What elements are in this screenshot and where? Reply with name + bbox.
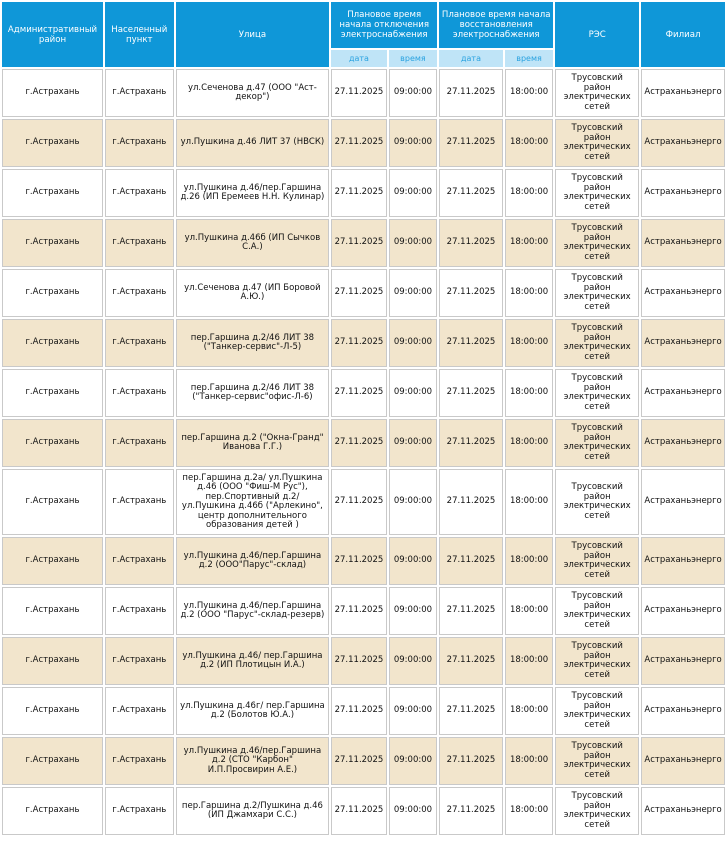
cell-locality: г.Астрахань — [105, 119, 174, 167]
subheader-off-time: время — [389, 50, 437, 67]
cell-locality: г.Астрахань — [105, 169, 174, 217]
table-row — [2, 219, 725, 267]
cell-on-date: 27.11.2025 — [439, 319, 503, 367]
cell-off-date: 27.11.2025 — [331, 219, 387, 267]
header-planned-off: Плановое время начала отключения электроснабжения — [331, 2, 437, 48]
cell-branch: Астраханьэнерго — [641, 119, 725, 167]
cell-on-time: 18:00:00 — [505, 469, 553, 535]
cell-district: г.Астрахань — [2, 787, 103, 835]
cell-off-date: 27.11.2025 — [331, 119, 387, 167]
cell-district: г.Астрахань — [2, 637, 103, 685]
cell-locality: г.Астрахань — [105, 637, 174, 685]
cell-street: ул.Пушкина д.46/пер.Гаршина д.2 (СТО "Карбон" И.П.Просвирин А.Е.) — [176, 737, 330, 785]
table-row — [2, 269, 725, 317]
cell-on-time: 18:00:00 — [505, 319, 553, 367]
cell-street: пер.Гаршина д.2/46 ЛИТ 38 ("Танкер-сервис"-Л-5) — [176, 319, 330, 367]
cell-off-date: 27.11.2025 — [331, 319, 387, 367]
cell-district: г.Астрахань — [2, 69, 103, 117]
cell-res: Трусовский район электрических сетей — [555, 169, 639, 217]
cell-on-date: 27.11.2025 — [439, 787, 503, 835]
header-branch: Филиал — [641, 2, 725, 67]
cell-off-time: 09:00:00 — [389, 469, 437, 535]
cell-street: ул.Пушкина д.46 ЛИТ 37 (НВСК) — [176, 119, 330, 167]
cell-district: г.Астрахань — [2, 369, 103, 417]
subheader-on-time: время — [505, 50, 553, 67]
cell-branch: Астраханьэнерго — [641, 219, 725, 267]
cell-on-time: 18:00:00 — [505, 219, 553, 267]
cell-branch: Астраханьэнерго — [641, 587, 725, 635]
cell-off-time: 09:00:00 — [389, 637, 437, 685]
cell-street: ул.Пушкина д.46/пер.Гаршина д.26 (ИП Еремеев Н.Н. Кулинар) — [176, 169, 330, 217]
cell-district: г.Астрахань — [2, 269, 103, 317]
cell-res: Трусовский район электрических сетей — [555, 787, 639, 835]
table-row — [2, 69, 725, 117]
cell-on-date: 27.11.2025 — [439, 269, 503, 317]
cell-off-time: 09:00:00 — [389, 69, 437, 117]
cell-branch: Астраханьэнерго — [641, 787, 725, 835]
cell-locality: г.Астрахань — [105, 219, 174, 267]
cell-off-date: 27.11.2025 — [331, 737, 387, 785]
cell-on-date: 27.11.2025 — [439, 369, 503, 417]
header-district: Административный район — [2, 2, 103, 67]
cell-district: г.Астрахань — [2, 469, 103, 535]
cell-off-time: 09:00:00 — [389, 169, 437, 217]
cell-res: Трусовский район электрических сетей — [555, 687, 639, 735]
cell-locality: г.Астрахань — [105, 319, 174, 367]
subheader-on-date: дата — [439, 50, 503, 67]
table-row — [2, 537, 725, 585]
cell-res: Трусовский район электрических сетей — [555, 537, 639, 585]
cell-res: Трусовский район электрических сетей — [555, 737, 639, 785]
table-row — [2, 737, 725, 785]
cell-on-time: 18:00:00 — [505, 69, 553, 117]
cell-on-date: 27.11.2025 — [439, 69, 503, 117]
table-row — [2, 369, 725, 417]
cell-off-date: 27.11.2025 — [331, 269, 387, 317]
cell-street: пер.Гаршина д.2а/ ул.Пушкина д.46 (ООО "Фиш-М Рус"), пер.Спортивный д.2/ ул.Пушкина д.46б ("Арлекино", центр дополнительного образования детей ) — [176, 469, 330, 535]
header-locality: Населенный пункт — [105, 2, 174, 67]
cell-street: ул.Пушкина д.46/ пер.Гаршина д.2 (ИП Плотицын И.А.) — [176, 637, 330, 685]
table-row — [2, 787, 725, 835]
cell-district: г.Астрахань — [2, 537, 103, 585]
cell-on-date: 27.11.2025 — [439, 737, 503, 785]
cell-on-time: 18:00:00 — [505, 537, 553, 585]
cell-branch: Астраханьэнерго — [641, 169, 725, 217]
cell-off-time: 09:00:00 — [389, 219, 437, 267]
table-row — [2, 469, 725, 535]
cell-on-time: 18:00:00 — [505, 587, 553, 635]
cell-res: Трусовский район электрических сетей — [555, 419, 639, 467]
header-res: РЭС — [555, 2, 639, 67]
cell-off-time: 09:00:00 — [389, 269, 437, 317]
header-street: Улица — [176, 2, 330, 67]
cell-branch: Астраханьэнерго — [641, 369, 725, 417]
cell-branch: Астраханьэнерго — [641, 469, 725, 535]
cell-off-time: 09:00:00 — [389, 369, 437, 417]
cell-on-time: 18:00:00 — [505, 169, 553, 217]
cell-on-date: 27.11.2025 — [439, 419, 503, 467]
cell-branch: Астраханьэнерго — [641, 537, 725, 585]
cell-off-date: 27.11.2025 — [331, 69, 387, 117]
cell-off-time: 09:00:00 — [389, 319, 437, 367]
cell-off-date: 27.11.2025 — [331, 637, 387, 685]
cell-off-time: 09:00:00 — [389, 787, 437, 835]
cell-district: г.Астрахань — [2, 737, 103, 785]
cell-on-time: 18:00:00 — [505, 637, 553, 685]
cell-res: Трусовский район электрических сетей — [555, 469, 639, 535]
cell-street: ул.Сеченова д.47 (ИП Боровой А.Ю.) — [176, 269, 330, 317]
header-row — [2, 2, 725, 48]
cell-branch: Астраханьэнерго — [641, 737, 725, 785]
cell-off-time: 09:00:00 — [389, 419, 437, 467]
cell-res: Трусовский район электрических сетей — [555, 269, 639, 317]
cell-street: пер.Гаршина д.2 ("Окна-Гранд" Иванова Г.Г.) — [176, 419, 330, 467]
table-row — [2, 687, 725, 735]
cell-street: ул.Пушкина д.46/пер.Гаршина д.2 (ООО"Парус"-склад) — [176, 537, 330, 585]
cell-locality: г.Астрахань — [105, 687, 174, 735]
cell-off-date: 27.11.2025 — [331, 169, 387, 217]
cell-on-date: 27.11.2025 — [439, 687, 503, 735]
header-planned-on: Плановое время начала восстановления электроснабжения — [439, 2, 553, 48]
cell-off-time: 09:00:00 — [389, 737, 437, 785]
cell-branch: Астраханьэнерго — [641, 319, 725, 367]
cell-district: г.Астрахань — [2, 319, 103, 367]
cell-on-time: 18:00:00 — [505, 737, 553, 785]
cell-res: Трусовский район электрических сетей — [555, 119, 639, 167]
subheader-off-date: дата — [331, 50, 387, 67]
cell-off-date: 27.11.2025 — [331, 469, 387, 535]
cell-district: г.Астрахань — [2, 419, 103, 467]
cell-res: Трусовский район электрических сетей — [555, 369, 639, 417]
cell-on-time: 18:00:00 — [505, 687, 553, 735]
cell-off-date: 27.11.2025 — [331, 787, 387, 835]
cell-on-date: 27.11.2025 — [439, 637, 503, 685]
cell-locality: г.Астрахань — [105, 419, 174, 467]
table-row — [2, 119, 725, 167]
cell-branch: Астраханьэнерго — [641, 269, 725, 317]
cell-district: г.Астрахань — [2, 219, 103, 267]
cell-on-date: 27.11.2025 — [439, 169, 503, 217]
cell-locality: г.Астрахань — [105, 269, 174, 317]
cell-on-time: 18:00:00 — [505, 269, 553, 317]
cell-locality: г.Астрахань — [105, 737, 174, 785]
cell-locality: г.Астрахань — [105, 787, 174, 835]
cell-off-date: 27.11.2025 — [331, 587, 387, 635]
cell-on-time: 18:00:00 — [505, 419, 553, 467]
cell-res: Трусовский район электрических сетей — [555, 319, 639, 367]
cell-branch: Астраханьэнерго — [641, 637, 725, 685]
cell-district: г.Астрахань — [2, 587, 103, 635]
cell-street: ул.Сеченова д.47 (ООО "Аст-декор") — [176, 69, 330, 117]
table-row — [2, 587, 725, 635]
table-row — [2, 319, 725, 367]
cell-off-time: 09:00:00 — [389, 587, 437, 635]
cell-on-time: 18:00:00 — [505, 119, 553, 167]
cell-street: ул.Пушкина д.46/пер.Гаршина д.2 (ООО "Парус"-склад-резерв) — [176, 587, 330, 635]
cell-res: Трусовский район электрических сетей — [555, 587, 639, 635]
table-row — [2, 169, 725, 217]
cell-on-date: 27.11.2025 — [439, 119, 503, 167]
cell-branch: Астраханьэнерго — [641, 687, 725, 735]
cell-locality: г.Астрахань — [105, 69, 174, 117]
cell-street: пер.Гаршина д.2/46 ЛИТ 38 ("Танкер-сервис"офис-Л-6) — [176, 369, 330, 417]
cell-locality: г.Астрахань — [105, 587, 174, 635]
cell-off-time: 09:00:00 — [389, 537, 437, 585]
cell-branch: Астраханьэнерго — [641, 419, 725, 467]
cell-res: Трусовский район электрических сетей — [555, 69, 639, 117]
cell-off-date: 27.11.2025 — [331, 687, 387, 735]
cell-on-time: 18:00:00 — [505, 369, 553, 417]
cell-street: ул.Пушкина д.46б (ИП Сычков С.А.) — [176, 219, 330, 267]
cell-branch: Астраханьэнерго — [641, 69, 725, 117]
table-row — [2, 637, 725, 685]
cell-district: г.Астрахань — [2, 687, 103, 735]
cell-street: ул.Пушкина д.46г/ пер.Гаршина д.2 (Болотов Ю.А.) — [176, 687, 330, 735]
cell-off-time: 09:00:00 — [389, 687, 437, 735]
cell-on-date: 27.11.2025 — [439, 219, 503, 267]
cell-district: г.Астрахань — [2, 169, 103, 217]
cell-on-time: 18:00:00 — [505, 787, 553, 835]
cell-off-date: 27.11.2025 — [331, 369, 387, 417]
cell-res: Трусовский район электрических сетей — [555, 637, 639, 685]
cell-locality: г.Астрахань — [105, 469, 174, 535]
table-row — [2, 419, 725, 467]
cell-district: г.Астрахань — [2, 119, 103, 167]
cell-locality: г.Астрахань — [105, 537, 174, 585]
cell-off-time: 09:00:00 — [389, 119, 437, 167]
cell-street: пер.Гаршина д.2/Пушкина д.46 (ИП Джамхари С.С.) — [176, 787, 330, 835]
cell-locality: г.Астрахань — [105, 369, 174, 417]
cell-off-date: 27.11.2025 — [331, 537, 387, 585]
cell-off-date: 27.11.2025 — [331, 419, 387, 467]
cell-on-date: 27.11.2025 — [439, 537, 503, 585]
cell-res: Трусовский район электрических сетей — [555, 219, 639, 267]
cell-on-date: 27.11.2025 — [439, 469, 503, 535]
cell-on-date: 27.11.2025 — [439, 587, 503, 635]
